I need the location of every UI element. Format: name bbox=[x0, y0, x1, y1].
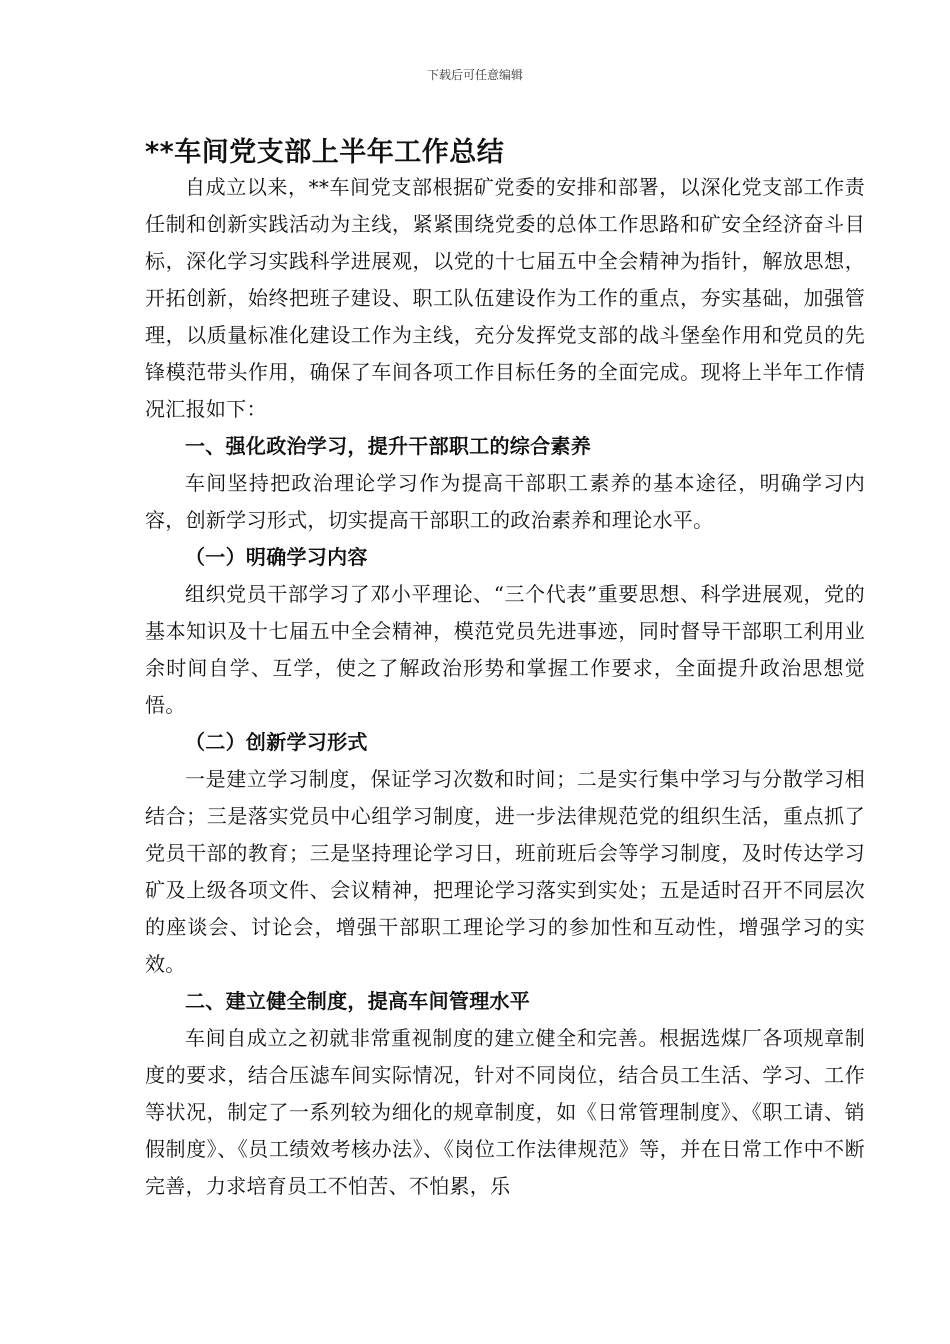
paragraph-subsection-2: 一是建立学习制度，保证学习次数和时间；二是实行集中学习与分散学习相结合；三是落实党员中心组学习制度，进一步法律规范党的组织生活，重点抓了党员干部的教育；三是坚持理论学习日，班前班后会等学习制度，及时传达学习矿及上级各项文件、会议精神，把理论学习落实到实处；五是适时召开不同层次的座谈会、讨论会，增强干部职工理论学习的参加性和互动性，增强学习的实效。 bbox=[145, 767, 865, 976]
subsection-heading-2: （二）创新学习形式 bbox=[185, 730, 368, 754]
section-heading-2: 二、建立健全制度，提高车间管理水平 bbox=[185, 989, 531, 1013]
paragraph-subsection-1: 组织党员干部学习了邓小平理论、“三个代表”重要思想、科学进展观，党的基本知识及十七届五中全会精神，模范党员先进事迹，同时督导干部职工利用业余时间自学、互学，使之了解政治形势和掌握工作要求，全面提升政治思想觉悟。 bbox=[145, 582, 865, 717]
subsection-heading-1: （一）明确学习内容 bbox=[185, 545, 368, 569]
paragraph-intro: 自成立以来，**车间党支部根据矿党委的安排和部署，以深化党支部工作责任制和创新实践活动为主线，紧紧围绕党委的总体工作思路和矿安全经济奋斗目标，深化学习实践科学进展观，以党的十七届五中全会精神为指针，解放思想，开拓创新，始终把班子建设、职工队伍建设作为工作的重点，夯实基础，加强管理，以质量标准化建设工作为主线，充分发挥党支部的战斗堡垒作用和党员的先锋模范带头作用，确保了车间各项工作目标任务的全面完成。现将上半年工作情况汇报如下： bbox=[145, 175, 865, 421]
page-header: 下载后可任意编辑 bbox=[426, 68, 523, 82]
paragraph-section-1: 车间坚持把政治理论学习作为提高干部职工素养的基本途径，明确学习内容，创新学习形式，切实提高干部职工的政治素养和理论水平。 bbox=[145, 471, 865, 532]
section-heading-1: 一、强化政治学习，提升干部职工的综合素养 bbox=[185, 434, 591, 458]
document-body bbox=[145, 169, 865, 1205]
paragraph-section-2: 车间自成立之初就非常重视制度的建立健全和完善。根据选煤厂各项规章制度的要求，结合压滤车间实际情况，针对不同岗位，结合员工生活、学习、工作等状况，制定了一系列较为细化的规章制度，如《日常管理制度》、《职工请、销假制度》、《员工绩效考核办法》、《岗位工作法律规范》等，并在日常工作中不断完善，力求培育员工不怕苦、不怕累，乐 bbox=[145, 1026, 865, 1198]
document-title: **车间党支部上半年工作总结 bbox=[145, 137, 505, 168]
